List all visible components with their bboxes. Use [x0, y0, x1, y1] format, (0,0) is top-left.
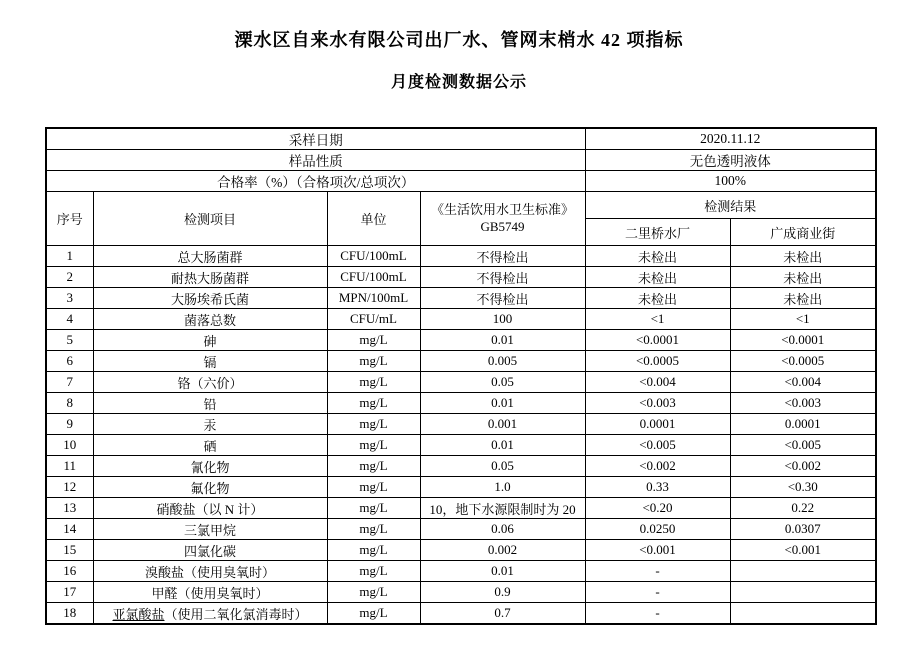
- table-row: [46, 372, 876, 393]
- header-standard-line1: 《生活饮用水卫生标准》: [430, 201, 574, 217]
- row-result-street: <0.001: [730, 540, 876, 561]
- row-result-plant: -: [585, 582, 730, 603]
- row-unit: mg/L: [327, 519, 420, 540]
- row-result-street: [730, 582, 876, 603]
- row-standard: 不得检出: [420, 288, 585, 309]
- row-unit: mg/L: [327, 330, 420, 351]
- row-item: 硝酸盐（以 N 计）: [93, 498, 327, 519]
- table-row: [46, 246, 876, 267]
- table-row: [46, 351, 876, 372]
- row-result-street: <0.0001: [730, 330, 876, 351]
- row-unit: mg/L: [327, 435, 420, 456]
- header-seq: 序号: [46, 192, 93, 246]
- row-result-street: <0.003: [730, 393, 876, 414]
- table-row: [46, 456, 876, 477]
- table-row: [46, 582, 876, 603]
- row-result-street: <0.005: [730, 435, 876, 456]
- row-result-plant: 0.0001: [585, 414, 730, 435]
- row-seq: 16: [46, 561, 93, 582]
- pass-rate-value: 100%: [585, 171, 876, 192]
- page-title: 溧水区自来水有限公司出厂水、管网末梢水 42 项指标: [234, 30, 684, 50]
- table-row: [46, 519, 876, 540]
- row-unit: CFU/mL: [327, 309, 420, 330]
- row-unit: mg/L: [327, 498, 420, 519]
- row-result-street: <0.002: [730, 456, 876, 477]
- row-seq: 3: [46, 288, 93, 309]
- row-item: 三氯甲烷: [93, 519, 327, 540]
- row-seq: 1: [46, 246, 93, 267]
- sampling-date-value: 2020.11.12: [585, 128, 876, 150]
- row-result-plant: -: [585, 603, 730, 625]
- table-row: [46, 435, 876, 456]
- row-result-plant: <0.001: [585, 540, 730, 561]
- row-standard: 0.9: [420, 582, 585, 603]
- column-header-row: [46, 192, 876, 219]
- table-row: [46, 477, 876, 498]
- row-standard: 0.005: [420, 351, 585, 372]
- header-unit: 单位: [327, 192, 420, 246]
- row-result-plant: 未检出: [585, 267, 730, 288]
- row-seq: 12: [46, 477, 93, 498]
- row-seq: 13: [46, 498, 93, 519]
- row-result-plant: 未检出: [585, 246, 730, 267]
- row-result-street: [730, 561, 876, 582]
- row-seq: 11: [46, 456, 93, 477]
- info-row-pass-rate: [46, 171, 876, 192]
- table-head-section: [46, 128, 876, 246]
- table-body: [46, 246, 876, 625]
- row-standard: 100: [420, 309, 585, 330]
- row-result-street: <0.004: [730, 372, 876, 393]
- info-row-sampling-date: [46, 128, 876, 150]
- header-item: 检测项目: [93, 192, 327, 246]
- header-result-plant: 二里桥水厂: [585, 219, 730, 246]
- row-standard: 0.01: [420, 330, 585, 351]
- row-result-street: 未检出: [730, 288, 876, 309]
- row-result-plant: -: [585, 561, 730, 582]
- row-unit: mg/L: [327, 393, 420, 414]
- header-standard-line2: GB5749: [480, 218, 525, 234]
- row-standard: 0.01: [420, 393, 585, 414]
- row-item: 氰化物: [93, 456, 327, 477]
- table-row: [46, 498, 876, 519]
- header-standard: [420, 192, 585, 246]
- row-unit: mg/L: [327, 477, 420, 498]
- row-result-plant: <0.0001: [585, 330, 730, 351]
- row-item: 汞: [93, 414, 327, 435]
- row-unit: CFU/100mL: [327, 267, 420, 288]
- row-seq: 6: [46, 351, 93, 372]
- row-unit: mg/L: [327, 561, 420, 582]
- row-seq: 10: [46, 435, 93, 456]
- row-standard: 0.01: [420, 435, 585, 456]
- table-row: [46, 393, 876, 414]
- table-row: [46, 603, 876, 625]
- row-result-plant: 0.0250: [585, 519, 730, 540]
- row-item: 氟化物: [93, 477, 327, 498]
- row-result-street: <1: [730, 309, 876, 330]
- row-unit: mg/L: [327, 456, 420, 477]
- row-standard: 0.002: [420, 540, 585, 561]
- row-seq: 9: [46, 414, 93, 435]
- row-result-plant: <0.005: [585, 435, 730, 456]
- table-row: [46, 309, 876, 330]
- row-unit: mg/L: [327, 603, 420, 625]
- row-unit: mg/L: [327, 414, 420, 435]
- row-unit: mg/L: [327, 372, 420, 393]
- row-seq: 17: [46, 582, 93, 603]
- row-standard: 0.7: [420, 603, 585, 625]
- row-standard: 1.0: [420, 477, 585, 498]
- row-item: 铅: [93, 393, 327, 414]
- row-item: 菌落总数: [93, 309, 327, 330]
- row-item: 硒: [93, 435, 327, 456]
- row-unit: mg/L: [327, 540, 420, 561]
- table-row: [46, 288, 876, 309]
- row-result-plant: <0.004: [585, 372, 730, 393]
- row-result-plant: <0.003: [585, 393, 730, 414]
- row-standard: 0.001: [420, 414, 585, 435]
- row-seq: 2: [46, 267, 93, 288]
- table-row: [46, 540, 876, 561]
- row-item: 砷: [93, 330, 327, 351]
- info-row-sample-nature: [46, 150, 876, 171]
- row-seq: 8: [46, 393, 93, 414]
- header-result-street: 广成商业街: [730, 219, 876, 246]
- row-standard: 10，地下水源限制时为 20: [420, 498, 585, 519]
- row-item: 镉: [93, 351, 327, 372]
- row-result-plant: <0.20: [585, 498, 730, 519]
- row-item: 亚氯酸盐（使用二氧化氯消毒时）: [93, 603, 327, 625]
- row-standard: 不得检出: [420, 246, 585, 267]
- row-unit: mg/L: [327, 582, 420, 603]
- row-standard: 0.05: [420, 456, 585, 477]
- document-header: [0, 0, 918, 92]
- row-result-plant: <0.002: [585, 456, 730, 477]
- table-row: [46, 561, 876, 582]
- row-item: 总大肠菌群: [93, 246, 327, 267]
- row-result-plant: <1: [585, 309, 730, 330]
- row-unit: mg/L: [327, 351, 420, 372]
- table-row: [46, 330, 876, 351]
- row-seq: 18: [46, 603, 93, 625]
- row-result-plant: 未检出: [585, 288, 730, 309]
- header-result: 检测结果: [585, 192, 876, 219]
- row-item: 铬（六价）: [93, 372, 327, 393]
- row-result-plant: <0.0005: [585, 351, 730, 372]
- row-seq: 15: [46, 540, 93, 561]
- row-result-street: 0.0307: [730, 519, 876, 540]
- row-standard: 0.05: [420, 372, 585, 393]
- row-result-street: 未检出: [730, 246, 876, 267]
- sample-nature-value: 无色透明液体: [585, 150, 876, 171]
- table-row: [46, 414, 876, 435]
- row-seq: 4: [46, 309, 93, 330]
- row-item: 大肠埃希氏菌: [93, 288, 327, 309]
- table-row: [46, 267, 876, 288]
- row-result-plant: 0.33: [585, 477, 730, 498]
- row-seq: 5: [46, 330, 93, 351]
- row-unit: CFU/100mL: [327, 246, 420, 267]
- row-result-street: 0.22: [730, 498, 876, 519]
- row-result-street: 未检出: [730, 267, 876, 288]
- row-result-street: <0.30: [730, 477, 876, 498]
- row-unit: MPN/100mL: [327, 288, 420, 309]
- sampling-date-label: 采样日期: [46, 128, 585, 150]
- row-standard: 0.06: [420, 519, 585, 540]
- row-item: 四氯化碳: [93, 540, 327, 561]
- underlined-item-text: 亚氯酸盐: [112, 606, 165, 622]
- page-subtitle: 月度检测数据公示: [390, 74, 527, 91]
- pass-rate-label: 合格率（%）（合格项次/总项次）: [46, 171, 585, 192]
- row-item: 溴酸盐（使用臭氧时）: [93, 561, 327, 582]
- row-standard: 0.01: [420, 561, 585, 582]
- row-result-street: [730, 603, 876, 625]
- sample-nature-label: 样品性质: [46, 150, 585, 171]
- row-seq: 7: [46, 372, 93, 393]
- row-result-street: <0.0005: [730, 351, 876, 372]
- row-result-street: 0.0001: [730, 414, 876, 435]
- row-seq: 14: [46, 519, 93, 540]
- row-item: 耐热大肠菌群: [93, 267, 327, 288]
- water-quality-table: [45, 127, 877, 625]
- row-standard: 不得检出: [420, 267, 585, 288]
- row-item: 甲醛（使用臭氧时）: [93, 582, 327, 603]
